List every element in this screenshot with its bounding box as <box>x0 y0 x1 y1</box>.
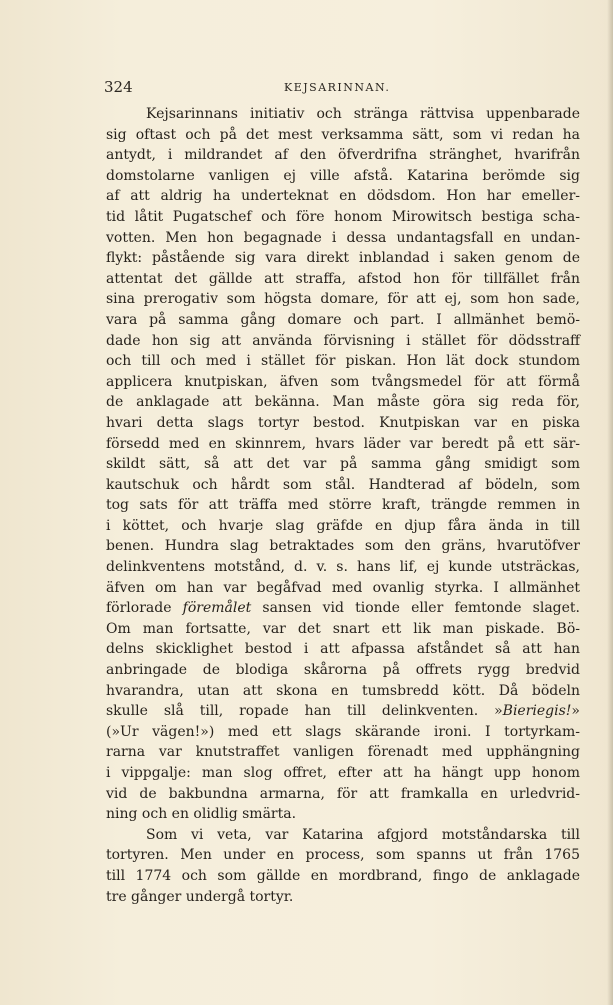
text-line: applicera knutpiskan, äfven som tvångsmedel för att förmå <box>106 373 580 390</box>
text-line: förlorade föremålet sansen vid tionde eller femtonde slaget. <box>106 600 580 617</box>
text-line: rarna var knutstraffet vanligen förenadt med upphängning <box>106 744 580 761</box>
text-line: och till och med i stället för piskan. Hon lät dock stundom <box>106 353 580 370</box>
text-line: tortyren. Men under en process, som spanns ut från 1765 <box>106 847 580 864</box>
text-line: af att aldrig ha underteknat en dödsdom. Hon har emeller- <box>106 188 580 205</box>
text-line: Som vi veta, var Katarina afgjord motståndarska till <box>146 826 580 843</box>
text-line: Om man fortsatte, var det snart ett lik man piskade. Bö- <box>106 620 580 637</box>
text-line: hvarandra, utan att skona en tumsbredd kött. Då bödeln <box>106 682 580 699</box>
running-head: KEJSARINNAN. <box>284 81 391 94</box>
text-line: Kejsarinnans initiativ och stränga rättvisa uppenbarade <box>146 106 580 122</box>
text-line: vid de bakbundna armarna, för att framkalla en urledvrid- <box>106 785 580 802</box>
text-line: anbringade de blodiga skårorna på offrets rygg bredvid <box>106 662 580 679</box>
italic-word: föremålet <box>182 600 252 617</box>
text-line: ning och en olidlig smärta. <box>106 806 297 823</box>
text-line: votten. Men hon begagnade i dessa undantagsfall en undan- <box>106 229 580 246</box>
text-line: äfven om han var begåfvad med ovanlig styrka. I allmänhet <box>106 579 580 596</box>
text-line: hvari detta slags tortyr bestod. Knutpiskan var en piska <box>106 414 580 431</box>
text-line: i köttet, och hvarje slag gräfde en djup fåra ända in till <box>106 517 580 534</box>
text-line: kautschuk och hårdt som stål. Handterad af bödeln, som <box>106 476 580 493</box>
text-line: flykt: påstående sig vara direkt inblandad i saken genom de <box>106 250 580 267</box>
text-line: skulle slå till, ropade han till delinkventen. »Bieriegis!» <box>106 703 580 720</box>
text-line: skildt sätt, så att det var på samma gång smidigt som <box>106 456 580 473</box>
text-line: benen. Hundra slag betraktades som den gräns, hvarutöfver <box>106 538 580 555</box>
text-line: dade hon sig att använda förvisning i stället för dödsstraff <box>106 332 580 349</box>
text-line: vara på samma gång domare och part. I allmänhet bemö- <box>106 311 580 328</box>
page-edge-shadow <box>607 0 613 1005</box>
text-line: antydt, i mildrandet af den öfverdrifna stränghet, hvarifrån <box>106 147 580 164</box>
text-line: tre gånger undergå tortyr. <box>106 888 294 905</box>
text-line: delns skicklighet bestod i att afpassa afståndet så att han <box>106 641 580 658</box>
page-header <box>104 76 580 96</box>
text-line: de anklagade att bekänna. Man måste göra sig reda för, <box>106 394 580 411</box>
text-line: i vippgalje: man slog offret, efter att ha hängt upp honom <box>106 765 580 781</box>
text-line: sig oftast och på det mest verksamma sätt, som vi redan ha <box>106 126 580 143</box>
body-text <box>106 104 580 907</box>
page-number: 324 <box>104 78 133 96</box>
text-line: tog sats för att träffa med större kraft, trängde remmen in <box>106 497 580 514</box>
text-line: (»Ur vägen!») med ett slags skärande ironi. I tortyrkam- <box>106 723 580 740</box>
text-line: attentat det gällde att straffa, afstod hon för tillfället från <box>106 270 580 287</box>
text-line: till 1774 och som gällde en mordbrand, fingo de anklagade <box>106 867 580 884</box>
text-line: delinkventens motstånd, d. v. s. hans lif, ej kunde utsträckas, <box>106 559 580 576</box>
text-line: sina prerogativ som högsta domare, för att ej, som hon sade, <box>106 291 580 308</box>
text-line: domstolarne vanligen ej ville afstå. Katarina berömde sig <box>106 167 580 184</box>
italic-word: Bieriegis! <box>502 703 572 720</box>
text-line: försedd med en skinnrem, hvars läder var beredt på ett sär- <box>106 435 580 452</box>
text-line: tid låtit Pugatschef och före honom Mirowitsch bestiga scha- <box>106 208 580 225</box>
